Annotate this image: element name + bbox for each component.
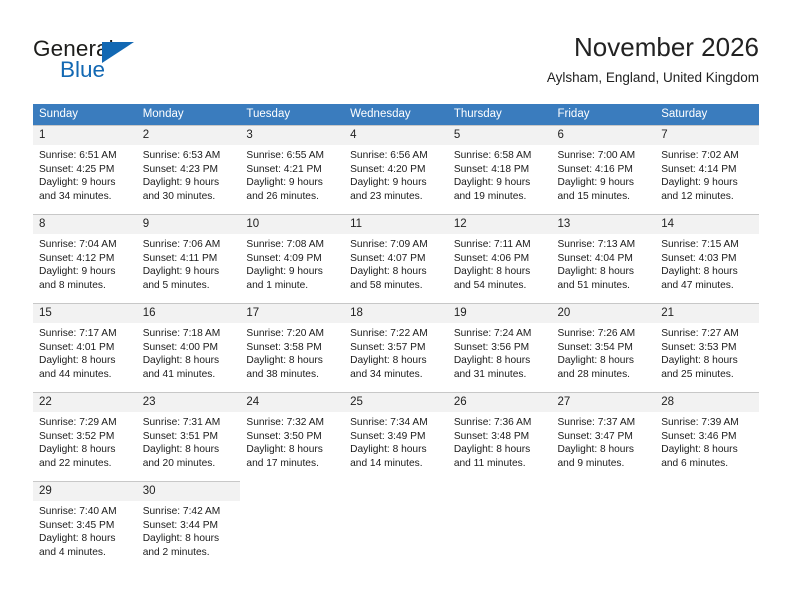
day-cell[interactable] xyxy=(33,214,137,303)
daylight-text-line1: Daylight: 8 hours xyxy=(453,355,531,367)
daylight-text-line2: and 38 minutes. xyxy=(246,368,319,380)
calendar-cell-empty xyxy=(655,481,759,570)
sunrise-text: Sunrise: 7:42 AM xyxy=(142,506,221,517)
sunset-text: Sunset: 4:00 PM xyxy=(142,341,219,353)
calendar-cell-day-23 xyxy=(137,392,241,481)
empty-day xyxy=(552,481,656,570)
day-number: 30 xyxy=(137,482,241,501)
sunset-text: Sunset: 4:03 PM xyxy=(661,252,737,264)
sunrise-text: Sunrise: 7:06 AM xyxy=(142,239,221,250)
calendar-cell-day-16 xyxy=(137,303,241,392)
day-number: 11 xyxy=(344,215,448,234)
calendar-cell-day-2 xyxy=(137,125,241,214)
daylight-text-line1: Daylight: 9 hours xyxy=(246,177,323,189)
sunrise-text: Sunrise: 7:32 AM xyxy=(246,417,324,428)
day-number: 18 xyxy=(344,304,448,323)
day-cell[interactable] xyxy=(344,125,448,214)
day-cell[interactable] xyxy=(137,125,241,214)
daylight-text-line2: and 23 minutes. xyxy=(350,190,423,202)
day-details xyxy=(33,412,137,470)
day-details xyxy=(344,323,448,381)
daylight-text-line1: Daylight: 8 hours xyxy=(453,444,531,456)
general-blue-logo[interactable] xyxy=(33,36,213,88)
calendar-cell-day-15 xyxy=(33,303,137,392)
daylight-text-line2: and 34 minutes. xyxy=(350,368,423,380)
calendar-cell-empty xyxy=(552,481,656,570)
daylight-text-line2: and 14 minutes. xyxy=(350,457,423,469)
day-number: 2 xyxy=(137,126,241,145)
sunrise-text: Sunrise: 7:09 AM xyxy=(350,239,428,250)
daylight-text-line2: and 26 minutes. xyxy=(246,190,319,202)
sunset-text: Sunset: 4:12 PM xyxy=(39,252,115,264)
weekday-header-sunday: Sunday xyxy=(33,104,137,125)
sunrise-text: Sunrise: 7:34 AM xyxy=(350,417,428,428)
day-number: 29 xyxy=(33,482,137,501)
day-number: 21 xyxy=(655,304,759,323)
calendar-cell-day-3 xyxy=(240,125,344,214)
sunset-text: Sunset: 3:47 PM xyxy=(557,430,633,442)
sunset-text: Sunset: 4:25 PM xyxy=(39,163,115,175)
day-details xyxy=(552,323,656,381)
sunrise-text: Sunrise: 6:53 AM xyxy=(142,150,221,161)
day-number: 16 xyxy=(137,304,241,323)
daylight-text-line2: and 6 minutes. xyxy=(661,457,729,469)
daylight-text-line2: and 47 minutes. xyxy=(661,279,734,291)
day-details xyxy=(552,234,656,292)
sunrise-text: Sunrise: 7:20 AM xyxy=(246,328,324,339)
day-number: 27 xyxy=(552,393,656,412)
day-number: 17 xyxy=(240,304,344,323)
daylight-text-line2: and 1 minute. xyxy=(246,279,309,291)
day-details xyxy=(33,145,137,203)
sunset-text: Sunset: 3:57 PM xyxy=(350,341,426,353)
sunset-text: Sunset: 4:11 PM xyxy=(142,252,218,264)
sunset-text: Sunset: 4:23 PM xyxy=(142,163,219,175)
day-number: 15 xyxy=(33,304,137,323)
day-cell[interactable] xyxy=(33,392,137,481)
day-details xyxy=(33,501,137,559)
day-details xyxy=(240,234,344,292)
daylight-text-line1: Daylight: 8 hours xyxy=(661,266,738,278)
day-details xyxy=(552,145,656,203)
day-details xyxy=(655,234,759,292)
day-cell[interactable] xyxy=(344,303,448,392)
sunrise-text: Sunrise: 7:18 AM xyxy=(142,328,221,339)
day-number: 23 xyxy=(137,393,241,412)
day-number: 10 xyxy=(240,215,344,234)
weekday-header-monday: Monday xyxy=(137,104,241,125)
day-details xyxy=(240,145,344,203)
day-number: 12 xyxy=(448,215,552,234)
sunset-text: Sunset: 4:01 PM xyxy=(39,341,115,353)
day-cell[interactable] xyxy=(33,303,137,392)
day-details xyxy=(448,234,552,292)
calendar-week-row xyxy=(33,392,759,481)
page-subtitle: Aylsham, England, United Kingdom xyxy=(546,70,759,85)
day-cell[interactable] xyxy=(137,392,241,481)
sunset-text: Sunset: 3:50 PM xyxy=(246,430,322,442)
sunset-text: Sunset: 3:45 PM xyxy=(39,519,115,531)
sunset-text: Sunset: 3:44 PM xyxy=(142,519,219,531)
day-cell[interactable] xyxy=(240,214,344,303)
sunrise-text: Sunrise: 7:37 AM xyxy=(557,417,636,428)
calendar-cell-day-26 xyxy=(448,392,552,481)
day-cell[interactable] xyxy=(448,125,552,214)
sunset-text: Sunset: 4:07 PM xyxy=(350,252,426,264)
empty-day xyxy=(240,481,344,570)
calendar-cell-day-20 xyxy=(552,303,656,392)
day-details xyxy=(655,145,759,203)
day-number: 4 xyxy=(344,126,448,145)
calendar-cell-day-13 xyxy=(552,214,656,303)
calendar-cell-day-10 xyxy=(240,214,344,303)
day-cell[interactable] xyxy=(137,481,241,570)
calendar-cell-day-1 xyxy=(33,125,137,214)
daylight-text-line1: Daylight: 9 hours xyxy=(39,266,116,278)
sunrise-text: Sunrise: 7:04 AM xyxy=(39,239,117,250)
day-number: 8 xyxy=(33,215,137,234)
calendar-cell-day-5 xyxy=(448,125,552,214)
day-details xyxy=(137,145,241,203)
calendar-cell-day-9 xyxy=(137,214,241,303)
calendar-cell-empty xyxy=(240,481,344,570)
calendar-cell-day-14 xyxy=(655,214,759,303)
day-cell[interactable] xyxy=(137,303,241,392)
empty-day xyxy=(448,481,552,570)
calendar-cell-empty xyxy=(344,481,448,570)
calendar-cell-day-19 xyxy=(448,303,552,392)
day-cell[interactable] xyxy=(552,125,656,214)
daylight-text-line2: and 17 minutes. xyxy=(246,457,319,469)
day-cell[interactable] xyxy=(240,392,344,481)
daylight-text-line2: and 28 minutes. xyxy=(557,368,631,380)
daylight-text-line1: Daylight: 8 hours xyxy=(661,355,738,367)
calendar-cell-day-24 xyxy=(240,392,344,481)
sunrise-text: Sunrise: 7:02 AM xyxy=(661,150,739,161)
weekday-header-row xyxy=(33,104,759,125)
day-number: 22 xyxy=(33,393,137,412)
daylight-text-line1: Daylight: 8 hours xyxy=(350,355,427,367)
daylight-text-line1: Daylight: 8 hours xyxy=(557,266,634,278)
daylight-text-line1: Daylight: 9 hours xyxy=(557,177,634,189)
daylight-text-line1: Daylight: 8 hours xyxy=(142,533,220,545)
weekday-header-wednesday: Wednesday xyxy=(344,104,448,125)
day-details xyxy=(240,412,344,470)
calendar-cell-day-4 xyxy=(344,125,448,214)
sunrise-text: Sunrise: 7:24 AM xyxy=(453,328,532,339)
sunset-text: Sunset: 4:09 PM xyxy=(246,252,322,264)
day-details xyxy=(33,234,137,292)
sunset-text: Sunset: 4:16 PM xyxy=(557,163,633,175)
day-details xyxy=(137,323,241,381)
day-cell[interactable] xyxy=(33,125,137,214)
sunrise-text: Sunrise: 7:11 AM xyxy=(453,239,531,250)
day-details xyxy=(137,234,241,292)
sunrise-text: Sunrise: 7:00 AM xyxy=(557,150,636,161)
sunset-text: Sunset: 4:18 PM xyxy=(453,163,530,175)
calendar-week-row xyxy=(33,125,759,214)
day-cell[interactable] xyxy=(655,392,759,481)
daylight-text-line1: Daylight: 8 hours xyxy=(142,355,220,367)
daylight-text-line1: Daylight: 8 hours xyxy=(453,266,531,278)
day-details xyxy=(448,412,552,470)
logo-text-general: General xyxy=(33,36,114,61)
day-cell[interactable] xyxy=(33,481,137,570)
sunrise-text: Sunrise: 6:56 AM xyxy=(350,150,428,161)
logo-text-blue: Blue xyxy=(60,57,106,82)
day-details xyxy=(655,323,759,381)
sunset-text: Sunset: 3:58 PM xyxy=(246,341,322,353)
calendar-cell-day-11 xyxy=(344,214,448,303)
calendar-cell-day-27 xyxy=(552,392,656,481)
day-number: 19 xyxy=(448,304,552,323)
daylight-text-line2: and 20 minutes. xyxy=(142,457,216,469)
daylight-text-line1: Daylight: 9 hours xyxy=(350,177,427,189)
page-header xyxy=(0,0,792,100)
daylight-text-line2: and 25 minutes. xyxy=(661,368,734,380)
daylight-text-line2: and 9 minutes. xyxy=(557,457,625,469)
daylight-text-line2: and 12 minutes. xyxy=(661,190,734,202)
daylight-text-line2: and 8 minutes. xyxy=(39,279,106,291)
calendar-cell-day-21 xyxy=(655,303,759,392)
daylight-text-line2: and 22 minutes. xyxy=(39,457,112,469)
day-details xyxy=(33,323,137,381)
sunset-text: Sunset: 4:04 PM xyxy=(557,252,633,264)
day-number: 20 xyxy=(552,304,656,323)
sunrise-text: Sunrise: 7:15 AM xyxy=(661,239,739,250)
daylight-text-line2: and 31 minutes. xyxy=(453,368,527,380)
sunset-text: Sunset: 3:56 PM xyxy=(453,341,530,353)
daylight-text-line2: and 34 minutes. xyxy=(39,190,112,202)
calendar-cell-day-22 xyxy=(33,392,137,481)
daylight-text-line2: and 11 minutes. xyxy=(453,457,526,469)
day-number: 13 xyxy=(552,215,656,234)
sunrise-text: Sunrise: 7:36 AM xyxy=(453,417,532,428)
sunrise-text: Sunrise: 6:55 AM xyxy=(246,150,324,161)
daylight-text-line2: and 58 minutes. xyxy=(350,279,423,291)
calendar-cell-day-30 xyxy=(137,481,241,570)
sunset-text: Sunset: 3:48 PM xyxy=(453,430,530,442)
sunrise-text: Sunrise: 7:27 AM xyxy=(661,328,739,339)
sunrise-text: Sunrise: 7:26 AM xyxy=(557,328,636,339)
day-cell[interactable] xyxy=(655,125,759,214)
calendar-cell-empty xyxy=(448,481,552,570)
sunrise-text: Sunrise: 7:31 AM xyxy=(142,417,221,428)
calendar-cell-day-17 xyxy=(240,303,344,392)
daylight-text-line2: and 5 minutes. xyxy=(142,279,210,291)
calendar-cell-day-29 xyxy=(33,481,137,570)
daylight-text-line2: and 4 minutes. xyxy=(39,546,106,558)
calendar-cell-day-6 xyxy=(552,125,656,214)
day-number: 1 xyxy=(33,126,137,145)
day-number: 14 xyxy=(655,215,759,234)
calendar-body xyxy=(33,125,759,570)
daylight-text-line2: and 15 minutes. xyxy=(557,190,631,202)
daylight-text-line1: Daylight: 8 hours xyxy=(246,355,323,367)
daylight-text-line1: Daylight: 8 hours xyxy=(350,444,427,456)
daylight-text-line1: Daylight: 8 hours xyxy=(557,355,634,367)
day-details xyxy=(344,145,448,203)
day-details xyxy=(448,323,552,381)
daylight-text-line1: Daylight: 9 hours xyxy=(453,177,531,189)
daylight-text-line1: Daylight: 9 hours xyxy=(246,266,323,278)
day-cell[interactable] xyxy=(552,392,656,481)
day-details xyxy=(655,412,759,470)
sunset-text: Sunset: 4:06 PM xyxy=(453,252,530,264)
weekday-header-tuesday: Tuesday xyxy=(240,104,344,125)
daylight-text-line1: Daylight: 9 hours xyxy=(661,177,738,189)
sunrise-text: Sunrise: 7:17 AM xyxy=(39,328,117,339)
daylight-text-line2: and 41 minutes. xyxy=(142,368,216,380)
daylight-text-line2: and 19 minutes. xyxy=(453,190,527,202)
daylight-text-line2: and 2 minutes. xyxy=(142,546,210,558)
day-cell[interactable] xyxy=(448,303,552,392)
day-details xyxy=(552,412,656,470)
logo-triangle-icon xyxy=(102,42,134,63)
sunset-text: Sunset: 4:14 PM xyxy=(661,163,737,175)
day-details xyxy=(344,412,448,470)
day-cell[interactable] xyxy=(655,303,759,392)
day-number: 26 xyxy=(448,393,552,412)
daylight-text-line2: and 54 minutes. xyxy=(453,279,527,291)
calendar-cell-day-7 xyxy=(655,125,759,214)
daylight-text-line2: and 51 minutes. xyxy=(557,279,631,291)
day-number: 24 xyxy=(240,393,344,412)
day-details xyxy=(137,412,241,470)
empty-day xyxy=(655,481,759,570)
daylight-text-line1: Daylight: 8 hours xyxy=(557,444,634,456)
sunrise-text: Sunrise: 7:08 AM xyxy=(246,239,324,250)
sunrise-text: Sunrise: 7:29 AM xyxy=(39,417,117,428)
day-cell[interactable] xyxy=(655,214,759,303)
day-cell[interactable] xyxy=(137,214,241,303)
title-block xyxy=(547,30,759,88)
day-number: 28 xyxy=(655,393,759,412)
weekday-header-saturday: Saturday xyxy=(655,104,759,125)
daylight-text-line1: Daylight: 8 hours xyxy=(39,355,116,367)
sunrise-text: Sunrise: 7:22 AM xyxy=(350,328,428,339)
empty-day xyxy=(344,481,448,570)
weekday-header-friday: Friday xyxy=(552,104,656,125)
calendar-cell-day-18 xyxy=(344,303,448,392)
day-cell[interactable] xyxy=(552,214,656,303)
day-details xyxy=(344,234,448,292)
sunset-text: Sunset: 3:54 PM xyxy=(557,341,633,353)
day-cell[interactable] xyxy=(240,303,344,392)
daylight-text-line1: Daylight: 9 hours xyxy=(142,177,220,189)
day-cell[interactable] xyxy=(240,125,344,214)
daylight-text-line1: Daylight: 8 hours xyxy=(39,444,116,456)
calendar-cell-day-12 xyxy=(448,214,552,303)
daylight-text-line2: and 44 minutes. xyxy=(39,368,112,380)
day-number: 3 xyxy=(240,126,344,145)
daylight-text-line2: and 30 minutes. xyxy=(142,190,216,202)
daylight-text-line1: Daylight: 8 hours xyxy=(350,266,427,278)
daylight-text-line1: Daylight: 8 hours xyxy=(246,444,323,456)
calendar-cell-day-28 xyxy=(655,392,759,481)
daylight-text-line1: Daylight: 8 hours xyxy=(142,444,220,456)
day-number: 6 xyxy=(552,126,656,145)
day-number: 25 xyxy=(344,393,448,412)
sunset-text: Sunset: 3:53 PM xyxy=(661,341,737,353)
daylight-text-line1: Daylight: 9 hours xyxy=(39,177,116,189)
sunrise-text: Sunrise: 7:13 AM xyxy=(557,239,636,250)
day-cell[interactable] xyxy=(448,392,552,481)
sunrise-text: Sunrise: 6:51 AM xyxy=(39,150,117,161)
daylight-text-line1: Daylight: 9 hours xyxy=(142,266,220,278)
day-cell[interactable] xyxy=(552,303,656,392)
sunset-text: Sunset: 3:46 PM xyxy=(661,430,737,442)
day-number: 9 xyxy=(137,215,241,234)
day-details xyxy=(137,501,241,559)
day-details xyxy=(448,145,552,203)
sunset-text: Sunset: 4:21 PM xyxy=(246,163,322,175)
sunrise-text: Sunrise: 6:58 AM xyxy=(453,150,532,161)
calendar-cell-day-25 xyxy=(344,392,448,481)
sunset-text: Sunset: 3:49 PM xyxy=(350,430,426,442)
day-cell[interactable] xyxy=(344,392,448,481)
page-title: November 2026 xyxy=(574,32,759,62)
sunset-text: Sunset: 3:51 PM xyxy=(142,430,219,442)
calendar-week-row xyxy=(33,303,759,392)
sunrise-text: Sunrise: 7:40 AM xyxy=(39,506,117,517)
calendar-week-row xyxy=(33,214,759,303)
weekday-header-thursday: Thursday xyxy=(448,104,552,125)
day-number: 5 xyxy=(448,126,552,145)
day-cell[interactable] xyxy=(448,214,552,303)
day-cell[interactable] xyxy=(344,214,448,303)
daylight-text-line1: Daylight: 8 hours xyxy=(39,533,116,545)
day-number: 7 xyxy=(655,126,759,145)
calendar-week-row xyxy=(33,481,759,570)
daylight-text-line1: Daylight: 8 hours xyxy=(661,444,738,456)
sunrise-sunset-calendar xyxy=(33,104,759,570)
sunrise-text: Sunrise: 7:39 AM xyxy=(661,417,739,428)
sunset-text: Sunset: 4:20 PM xyxy=(350,163,426,175)
calendar-cell-day-8 xyxy=(33,214,137,303)
sunset-text: Sunset: 3:52 PM xyxy=(39,430,115,442)
day-details xyxy=(240,323,344,381)
